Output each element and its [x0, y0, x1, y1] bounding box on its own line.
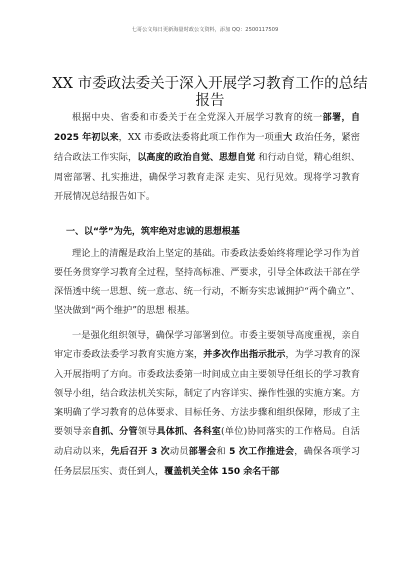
text-run: 根据中央、省委和市委关于在全党深入开展学习教育的统一 — [72, 112, 323, 123]
text-run: 一是强化组织领导，确保学习部署到位。市委主要领导高度重视，亲自审定市委政法委学习教育实施方案， — [54, 330, 360, 360]
text-run-bold: 先后召开 3 次 — [110, 447, 170, 457]
text-run: 政治任务，紧密结合政法工作实际， — [54, 132, 360, 163]
text-run: 和 — [216, 446, 230, 457]
text-run-bold: 大 — [283, 133, 293, 143]
text-run: ，确保各项学习任务层层压实、责任到人， — [54, 446, 361, 477]
text-run-bold: 5 次工作推进会 — [229, 447, 295, 457]
text-run-bold: 自抓、分管 — [91, 427, 138, 437]
text-run: ，为学习教育的深入开展指明了方向。市委政法委第一时间成立由主要领导任组长的学习教育领导小组，结合政法机关实际，制定了内容详实、操作性强的实施方案。方案明确了学习教育的总体要求、目标任务、方法步骤和组织保障，形成了主要领导亲 — [54, 349, 360, 437]
paragraph-organization — [54, 326, 360, 482]
text-run: 动员 — [169, 446, 189, 457]
paragraph-intro — [54, 108, 360, 206]
paragraph-theory: 理论上的清醒是政治上坚定的基础。市委政法委始终将理论学习作为首要任务贯穿学习教育全过程，坚持高标准、严要求，引导全体政法干部在学深悟透中统一思想、统一意志、统一行动，不断夯实忠诚拥护“两个确立”、坚决做到“两个维护”的思想 根基。 — [54, 248, 360, 316]
text-run-bold: 以高度的政治自觉、思想自觉 — [137, 153, 256, 163]
header-note: 七哥公文每日更新海量时政公文资料，添加 QQ：2500117509 — [131, 27, 279, 33]
text-run: (单位)协同落实的工作格局。自活动启动以来， — [54, 426, 360, 457]
text-run-bold: 部署会 — [188, 447, 217, 457]
text-run: ，XX 市委政法委将此项工作作为一项重 — [118, 132, 284, 143]
text-run-bold: 覆盖机关全体 150 余名干部 — [164, 467, 280, 477]
text-run: 和行动自觉，精心组织、周密部署、扎实推进，确保学习教育走深 走实、见行见效。现将学习教育开展情况总结报告如下。 — [54, 152, 361, 202]
text-run-bold: 具体抓、各科室 — [156, 427, 221, 437]
text-run-bold: 部署，自 2025 年初以来 — [54, 113, 360, 143]
document-title: XX 市委政法委关于深入开展学习教育工作的总结报告 — [52, 76, 368, 109]
text-run-bold: 并多次作出指示批示 — [203, 350, 286, 360]
text-run: 领导 — [137, 426, 157, 437]
section-heading: 一、以“学”为先，筑牢绝对忠诚的思想根基 — [66, 227, 240, 237]
